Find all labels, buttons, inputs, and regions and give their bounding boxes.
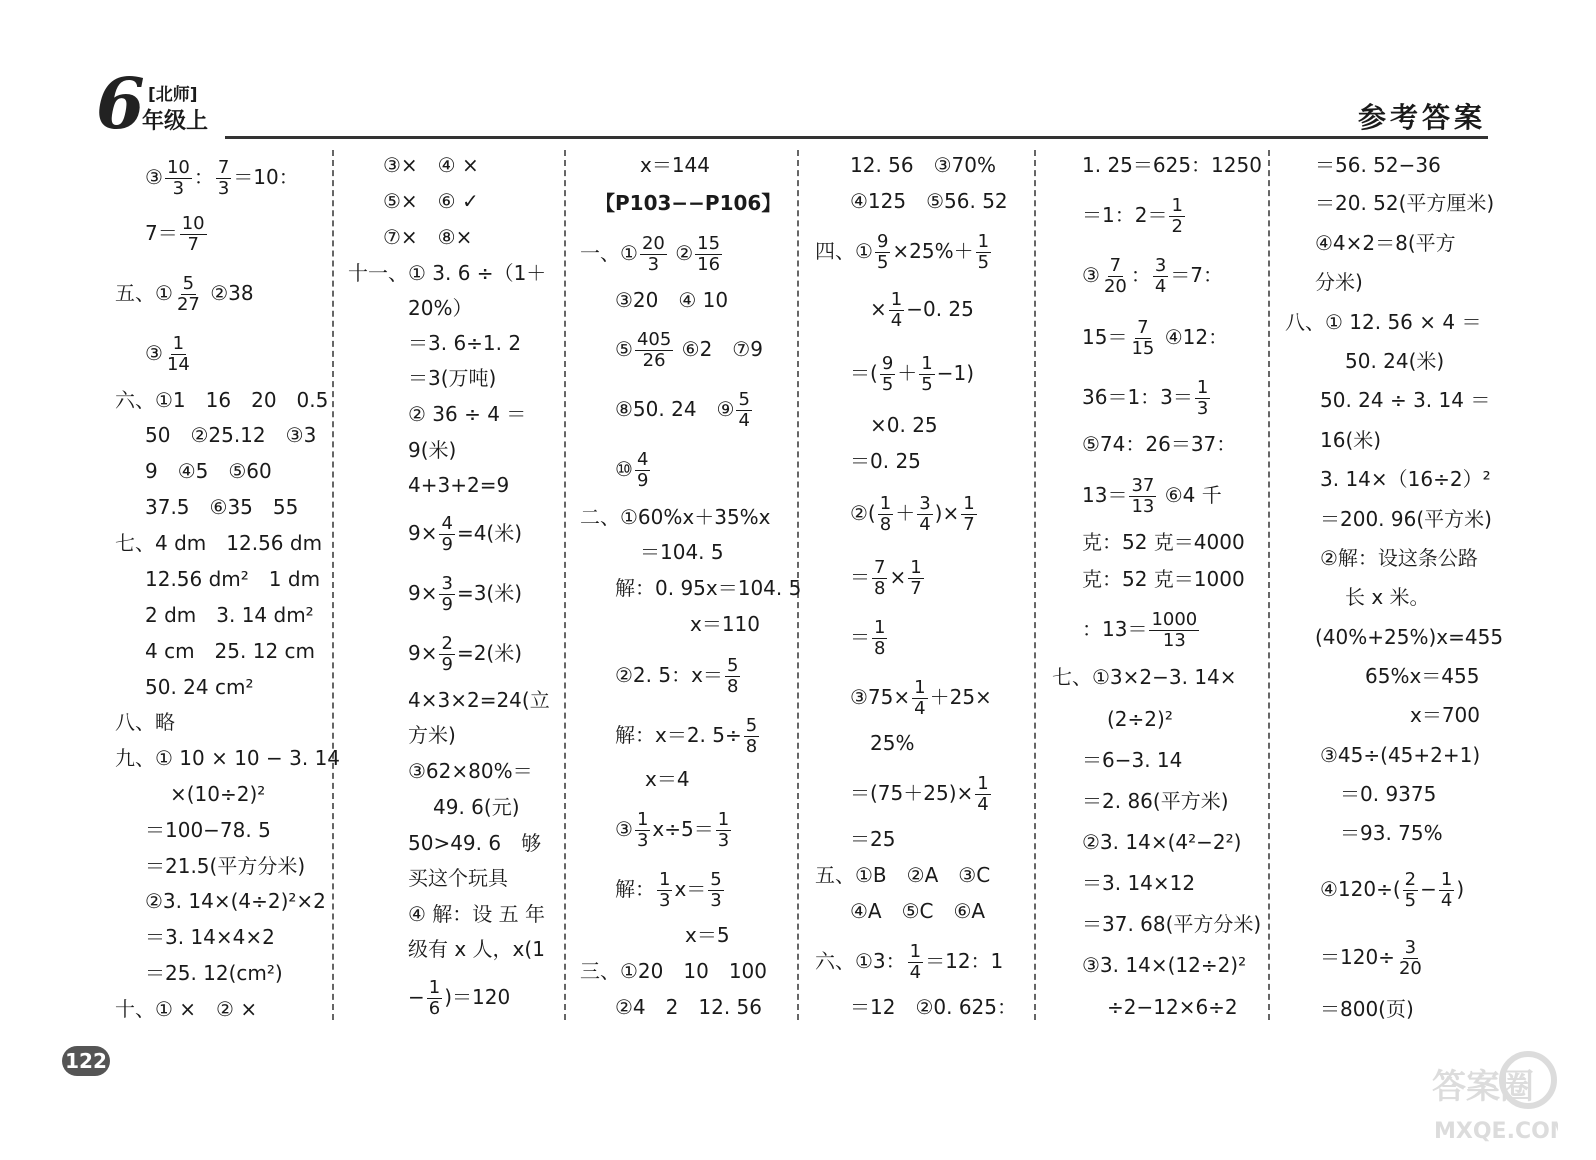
answer-line: ＝(75＋25)× $\frac{1}{4}$ [850,773,989,815]
answer-line: 36＝1：3＝ $\frac{1}{3}$ [1082,377,1209,419]
answer-line: ⑤74：26＝37： [1082,432,1237,456]
answer-line: ＝3. 6÷1. 2 [408,331,522,355]
answer-column-6 [1285,148,1504,1023]
answer-line: 十一、① 3. 6 ÷（1＋ [348,261,547,285]
answer-line: 9(米) [408,438,457,462]
answer-line: 解：x＝2. 5÷ $\frac{5}{8}$ [615,715,758,757]
answer-line: ＝93. 75% [1340,821,1443,845]
answer-line: (2÷2)² [1107,707,1173,731]
answer-line: ＝37. 68(平方分米) [1082,912,1262,936]
answer-line: ：13＝ $\frac{1000}{13}$ [1082,609,1198,651]
answer-line: 9× $\frac{2}{9}$ =2(米) [408,633,523,675]
answer-line: ＝100−78. 5 [145,818,271,842]
answer-column-1 [115,148,341,1023]
answer-line: × $\frac{1}{4}$ −0. 25 [870,289,974,331]
answer-line: 50. 24 ÷ 3. 14 ＝ [1320,388,1491,412]
answer-line: ③ $\frac{10}{3}$ ： $\frac{7}{3}$ ＝10： [145,157,299,199]
answer-line: 4 cm 25. 12 cm [145,639,316,663]
answer-line: 20%） [408,296,473,320]
answer-line: x＝110 [690,612,761,636]
answer-line: 九、① 10 × 10 − 3. 14 [115,746,341,770]
answer-line: 50. 24(米) [1345,349,1445,373]
answer-line: ＝800(页) [1320,997,1414,1021]
header-divider [225,136,1488,139]
answer-line: 65%x＝455 [1365,664,1480,688]
answer-line: 二、①60%x＋35%x [580,505,771,529]
answer-column-3 [580,148,802,1023]
answer-line: 50 ②25.12 ③3 [145,423,317,447]
answer-line: ⑦× ⑧× [383,225,473,249]
answer-line: 级有 x 人，x(1 [408,937,545,961]
answer-line: ÷2−12×6÷2 [1107,995,1238,1019]
answer-line: 16(米) [1320,428,1382,452]
answer-line: ＝3. 14×4×2 [145,925,275,949]
answer-line: 一、① $\frac{20}{3}$ ② $\frac{15}{16}$ [580,233,721,275]
answer-line: 12.56 dm² 1 dm [145,567,321,591]
answer-line: ③62×80%＝ [408,759,533,783]
answer-line: ＝20. 52(平方厘米) [1315,191,1495,215]
answer-line: ③ $\frac{1}{3}$ x÷5＝ $\frac{1}{3}$ [615,809,730,851]
answer-line: ＝25. 12(cm²) [145,961,283,985]
answer-line: 十、① × ② × [115,997,258,1021]
answer-line: 七、4 dm 12.56 dm [115,531,323,555]
answer-line: 克：52 克＝4000 [1082,530,1245,554]
answer-line: x＝700 [1410,703,1481,727]
answer-line: ④4×2＝8(平方 [1315,231,1456,255]
answer-line: ＝56. 52−36 [1315,153,1441,177]
answer-line: ④A ⑤C ⑥A [850,899,986,923]
answer-line: ＝3(万吨) [408,366,497,390]
answer-line: 4+3+2=9 [408,473,510,497]
answer-line: x＝4 [645,767,690,791]
answer-line: 49. 6(元) [433,795,520,819]
answer-line: ②3. 14×(4²−2²) [1082,830,1242,854]
answer-line: ② 36 ÷ 4 ＝ [408,402,527,426]
answer-line: ②( $\frac{1}{8}$ ＋ $\frac{3}{4}$ )× $\frac{1}{7}$ [850,493,975,535]
answer-line: ＝200. 96(平方米) [1320,507,1492,531]
answer-line: ⑩ $\frac{4}{9}$ [615,449,649,491]
answer-line: 长 x 米。 [1345,585,1430,609]
answer-line: − $\frac{1}{6}$ )＝120 [408,977,511,1019]
answer-line: 四、① $\frac{9}{5}$ ×25%＋ $\frac{1}{5}$ [815,231,990,273]
answer-line: ＝12 ②0. 625： [850,995,1017,1019]
answer-line: ⑧50. 24 ⑨ $\frac{5}{4}$ [615,389,750,431]
answer-line: ③3. 14×(12÷2)² [1082,953,1247,977]
answer-line: 25% [870,731,915,755]
answer-line: ③75× $\frac{1}{4}$ ＋25× [850,677,992,719]
answer-line: 分米) [1315,270,1363,294]
answer-line: ⑤ $\frac{405}{26}$ ⑥2 ⑦9 [615,329,763,371]
answer-column-5 [1052,148,1266,1023]
answer-line: ＝ $\frac{7}{8}$ × $\frac{1}{7}$ [850,557,922,599]
answer-line: ＝25 [850,827,896,851]
grade-label: 年级上 [142,109,209,134]
answer-line: 9× $\frac{3}{9}$ =3(米) [408,573,523,615]
answer-line: x＝5 [685,923,730,947]
answer-line: ④120÷( $\frac{2}{5}$ − $\frac{1}{4}$ ) [1320,869,1465,911]
answer-line: ③20 ④ 10 [615,288,729,312]
watermark-logo [1428,1040,1558,1150]
answer-line: 八、① 12. 56 × 4 ＝ [1285,310,1482,334]
answer-line: ＝ $\frac{1}{8}$ [850,617,886,659]
answer-line: ④125 ⑤56. 52 [850,189,1008,213]
answer-line: 克：52 克＝1000 [1082,567,1245,591]
answer-line: 13＝ $\frac{37}{13}$ ⑥4 千 [1082,475,1222,517]
answer-line: 解： $\frac{1}{3}$ x＝ $\frac{5}{3}$ [615,869,722,911]
answer-line: ③ $\frac{1}{14}$ [145,333,190,375]
answer-line: x＝144 [640,153,711,177]
answer-line: ④ 解：设 五 年 [408,902,546,926]
answer-line: 五、① $\frac{5}{27}$ ②38 [115,273,254,315]
answer-line: 3. 14×（16÷2）² [1320,467,1491,491]
answer-line: 1. 25＝625：1250 [1082,153,1262,177]
answer-line: 50>49. 6 够 [408,831,542,855]
answer-line: ③ $\frac{7}{20}$ ： $\frac{3}{4}$ ＝7： [1082,255,1224,297]
answer-line: 解：0. 95x＝104. 5 [615,576,802,600]
answer-line: ③× ④ × [383,153,479,177]
answer-line: 37.5 ⑥35 55 [145,495,299,519]
answer-line: ③45÷(45+2+1) [1320,743,1481,767]
answer-line: ＝( $\frac{9}{5}$ ＋ $\frac{1}{5}$ −1) [850,353,975,395]
answer-line: 12. 56 ③70% [850,153,996,177]
page-title: 参考答案 [1357,101,1486,134]
answer-line: ②2. 5：x＝ $\frac{5}{8}$ [615,655,739,697]
column-divider [1034,150,1036,1020]
watermark-text-en: MXQE.COM [1434,1119,1558,1144]
answer-line: 六、①3： $\frac{1}{4}$ ＝12：1 [815,941,1004,983]
answer-line: ②解：设这条公路 [1320,546,1478,570]
answer-line: 15＝ $\frac{7}{15}$ ④12： [1082,317,1229,359]
answer-line: 五、①B ②A ③C [815,863,991,887]
answer-line: ＝6−3. 14 [1082,748,1183,772]
answer-line: 9 ④5 ⑤60 [145,459,272,483]
answer-column-4 [815,148,1031,1023]
answer-line: ②4 2 12. 56 [615,995,762,1019]
answer-line: ②3. 14×(4÷2)²×2 [145,889,326,913]
column-divider [1268,150,1270,1020]
answer-line: ＝21.5(平方分米) [145,854,306,878]
answer-line: 50. 24 cm² [145,675,254,699]
answer-line: 4×3×2=24(立 [408,688,550,712]
answer-line: ＝0. 9375 [1340,782,1437,806]
column-divider [332,150,334,1020]
answer-line: ＝0. 25 [850,449,921,473]
answer-line: 9× $\frac{4}{9}$ =4(米) [408,513,523,555]
answer-line: ＝104. 5 [640,540,724,564]
answer-line: 三、①20 10 100 [580,959,768,983]
answer-line: 买这个玩具 [408,866,508,890]
watermark-text-cn: 答案圈 [1432,1067,1534,1107]
publisher-label: [北师] [148,85,198,105]
answer-line: 六、①1 16 20 0.5 [115,388,329,412]
watermark-icon [1428,1040,1558,1150]
answer-line: ⑤× ⑥ ✓ [383,189,479,213]
column-divider [564,150,566,1020]
answer-line: ＝1：2＝ $\frac{1}{2}$ [1082,195,1183,237]
answer-line: ×(10÷2)² [170,782,266,806]
answer-line: (40%+25%)x=455 [1315,625,1504,649]
answer-line: ＝3. 14×12 [1082,871,1196,895]
answer-line: 八、略 [115,710,175,734]
answer-line: ＝120÷ $\frac{3}{20}$ [1320,937,1422,979]
answer-line: 方米) [408,723,456,747]
answer-column-2 [348,148,562,1023]
page-number: 122 [62,1046,110,1076]
answer-line: ×0. 25 [870,413,938,437]
grade-logo [96,62,236,145]
answer-line: 七、①3×2−3. 14× [1052,665,1237,689]
grade-number: 6 [96,62,145,145]
answer-line: 2 dm 3. 14 dm² [145,603,314,627]
page-range-heading: 【P103−−P106】 [595,191,782,215]
answer-line: ＝2. 86(平方米) [1082,789,1229,813]
answer-line: 7＝ $\frac{10}{7}$ [145,213,205,255]
